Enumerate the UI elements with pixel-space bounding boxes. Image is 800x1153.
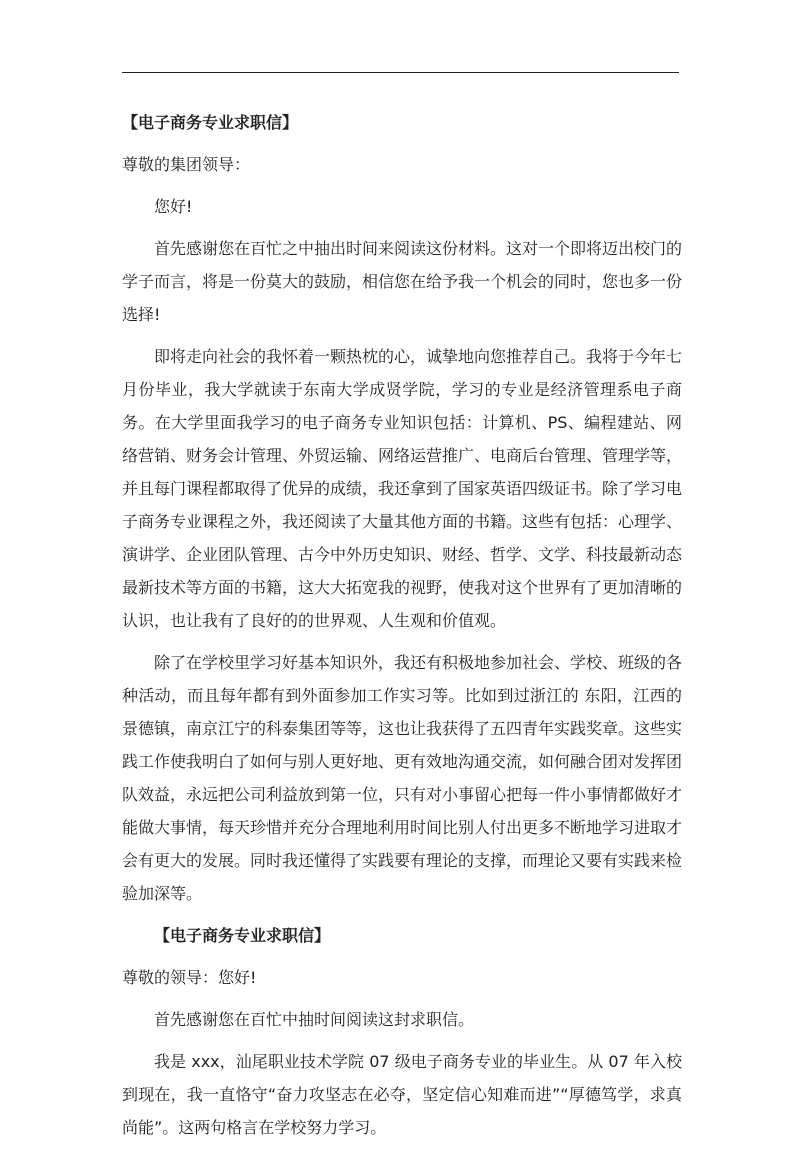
document-body <box>122 106 682 1153</box>
letter-1-paragraph-1: 首先感谢您在百忙之中抽出时间来阅读这份材料。这对一个即将迈出校门的学子而言，将是一份莫大的鼓励，相信您在给予我一个机会的同时，您也多一份选择! <box>122 239 683 324</box>
letter-1-greeting: 您好! <box>154 197 193 216</box>
letter-1-paragraph-3: 除了在学校里学习好基本知识外，我还有积极地参加社会、学校、班级的各种活动，而且每年都有到外面参加工作实习等。比如到过浙江的 东阳，江西的景德镇，南京江宁的科泰集团等等，这也让我获得了五四青年实践奖章。这些实践工作使我明白了如何与别人更好地、更有效地沟通交流，如何融合团对发挥团队效益，永远把公司利益放到第一位，只有对小事留心把每一件小事情都做好才能做大事情，每天珍惜并充分合理地利用时间比别人付出更多不断地学习进取才会有更大的发展。同时我还懂得了实践要有理论的支撑，而理论又要有实践来检验加深等。 <box>122 653 683 903</box>
letter-1-salutation: 尊敬的集团领导： <box>122 155 251 174</box>
letter-2-paragraph-2: 我是 xxx，汕尾职业技术学院 07 级电子商务专业的毕业生。从 07 年入校到现在，我一直恪守“奋力攻坚志在必夺，坚定信心知难而进”“厚德笃学，求真尚能”。这两句格言在学校努力学习。 <box>122 1052 682 1137</box>
top-divider <box>122 72 679 73</box>
letter-2-paragraph-1: 首先感谢您在百忙中抽时间阅读这封求职信。 <box>154 1010 475 1029</box>
letter-2-salutation: 尊敬的领导：您好! <box>122 968 257 987</box>
letter-1-paragraph-2: 即将走向社会的我怀着一颗热枕的心，诚挚地向您推荐自己。我将于今年七月份毕业，我大学就读于东南大学成贤学院，学习的专业是经济管理系电子商务。在大学里面我学习的电子商务专业知识包括：计算机、PS、编程建站、网络营销、财务会计管理、外贸运输、网络运营推广、电商后台管理、管理学等，并且每门课程都取得了优异的成绩，我还拿到了国家英语四级证书。除了学习电子商务专业课程之外，我还阅读了大量其他方面的书籍。这些有包括：心理学、演讲学、企业团队管理、古今中外历史知识、财经、哲学、文学、科技最新动态最新技术等方面的书籍，这大大拓宽我的视野，使我对这个世界有了更加清晰的认识，也让我有了良好的的世界观、人生观和价值观。 <box>122 347 683 630</box>
letter-1-title: 【电子商务专业求职信】 <box>122 113 299 132</box>
letter-2-title: 【电子商务专业求职信】 <box>154 926 331 945</box>
